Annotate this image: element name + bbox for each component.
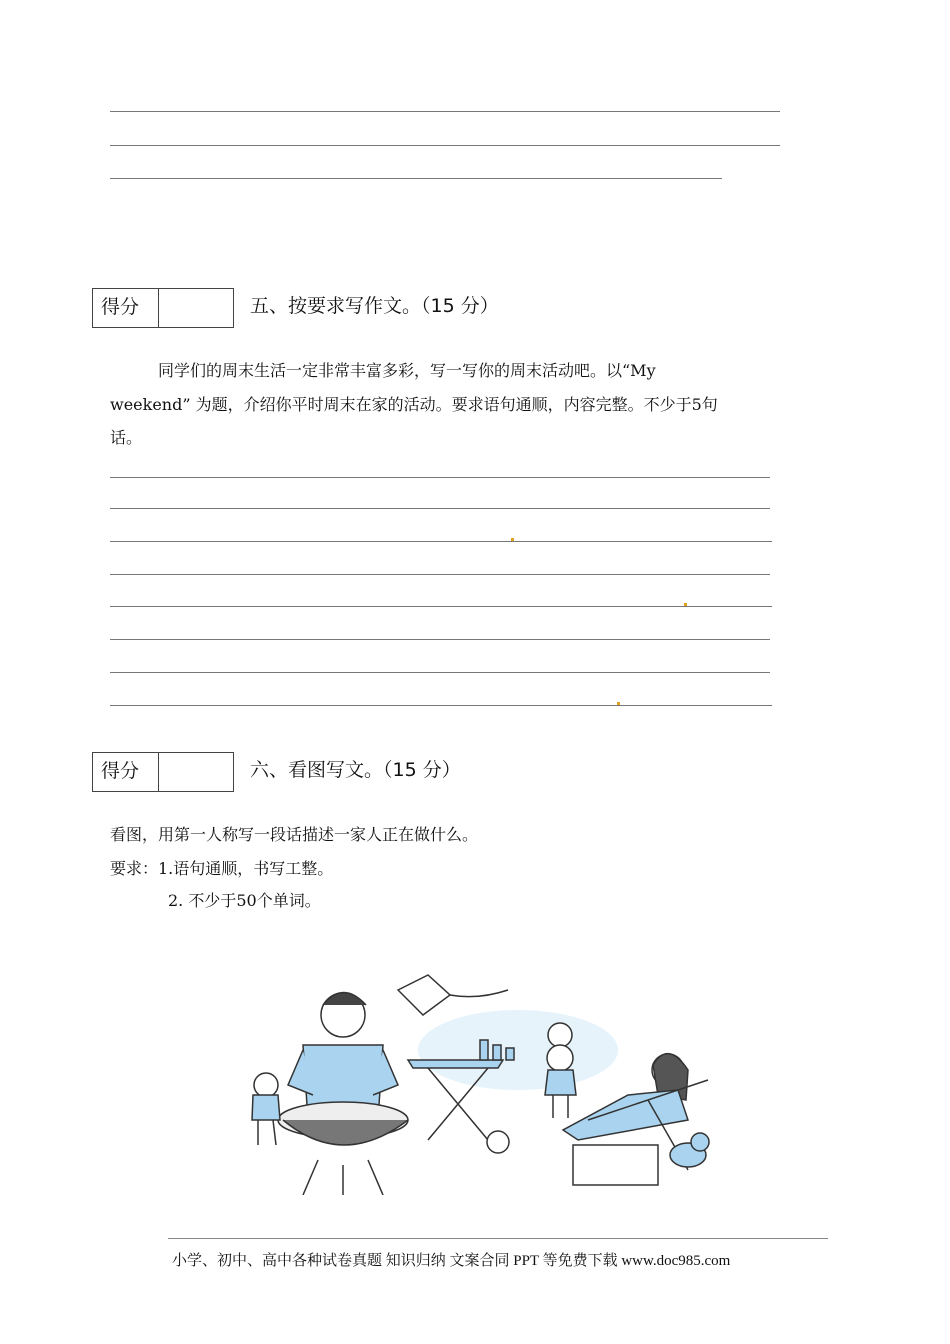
answer-line[interactable]: [110, 639, 770, 640]
score-box: [92, 752, 234, 792]
instruction-text: 看图，用第一人称写一段话描述一家人正在做什么。: [110, 825, 479, 844]
answer-line[interactable]: [110, 111, 780, 112]
answer-line[interactable]: [110, 574, 770, 575]
section-heading: 五、按要求写作文。（15 分）: [250, 295, 499, 317]
answer-line[interactable]: [110, 705, 772, 706]
requirement-text: 要求：1.语句通顺，书写工整。: [110, 859, 334, 878]
mark-dot: [617, 702, 620, 705]
requirement-text: 2. 不少于50个单词。: [168, 891, 321, 910]
score-label: 得分: [93, 753, 159, 791]
score-label: 得分: [93, 289, 159, 327]
mark-dot: [511, 538, 514, 541]
score-field[interactable]: [159, 289, 233, 327]
prompt-text: 同学们的周末生活一定非常丰富多彩，写一写你的周末活动吧。以“My: [158, 361, 656, 380]
prompt-text: 话。: [110, 428, 143, 447]
footer-divider: [168, 1238, 828, 1239]
prompt-text: weekend” 为题，介绍你平时周末在家的活动。要求语句通顺，内容完整。不少于5句: [110, 395, 718, 414]
answer-line[interactable]: [110, 541, 772, 542]
answer-line[interactable]: [110, 145, 780, 146]
score-box: [92, 288, 234, 328]
mark-dot: [684, 603, 687, 606]
score-field[interactable]: [159, 753, 233, 791]
answer-line[interactable]: [110, 672, 770, 673]
section-heading: 六、看图写文。（15 分）: [250, 759, 461, 781]
answer-line[interactable]: [110, 178, 722, 179]
answer-line[interactable]: [110, 508, 770, 509]
footer-text: 小学、初中、高中各种试卷真题 知识归纳 文案合同 PPT 等免费下载 www.doc985.com: [172, 1253, 731, 1269]
answer-line[interactable]: [110, 606, 772, 607]
family-picnic-illustration: [218, 970, 718, 1195]
answer-line[interactable]: [110, 477, 770, 478]
